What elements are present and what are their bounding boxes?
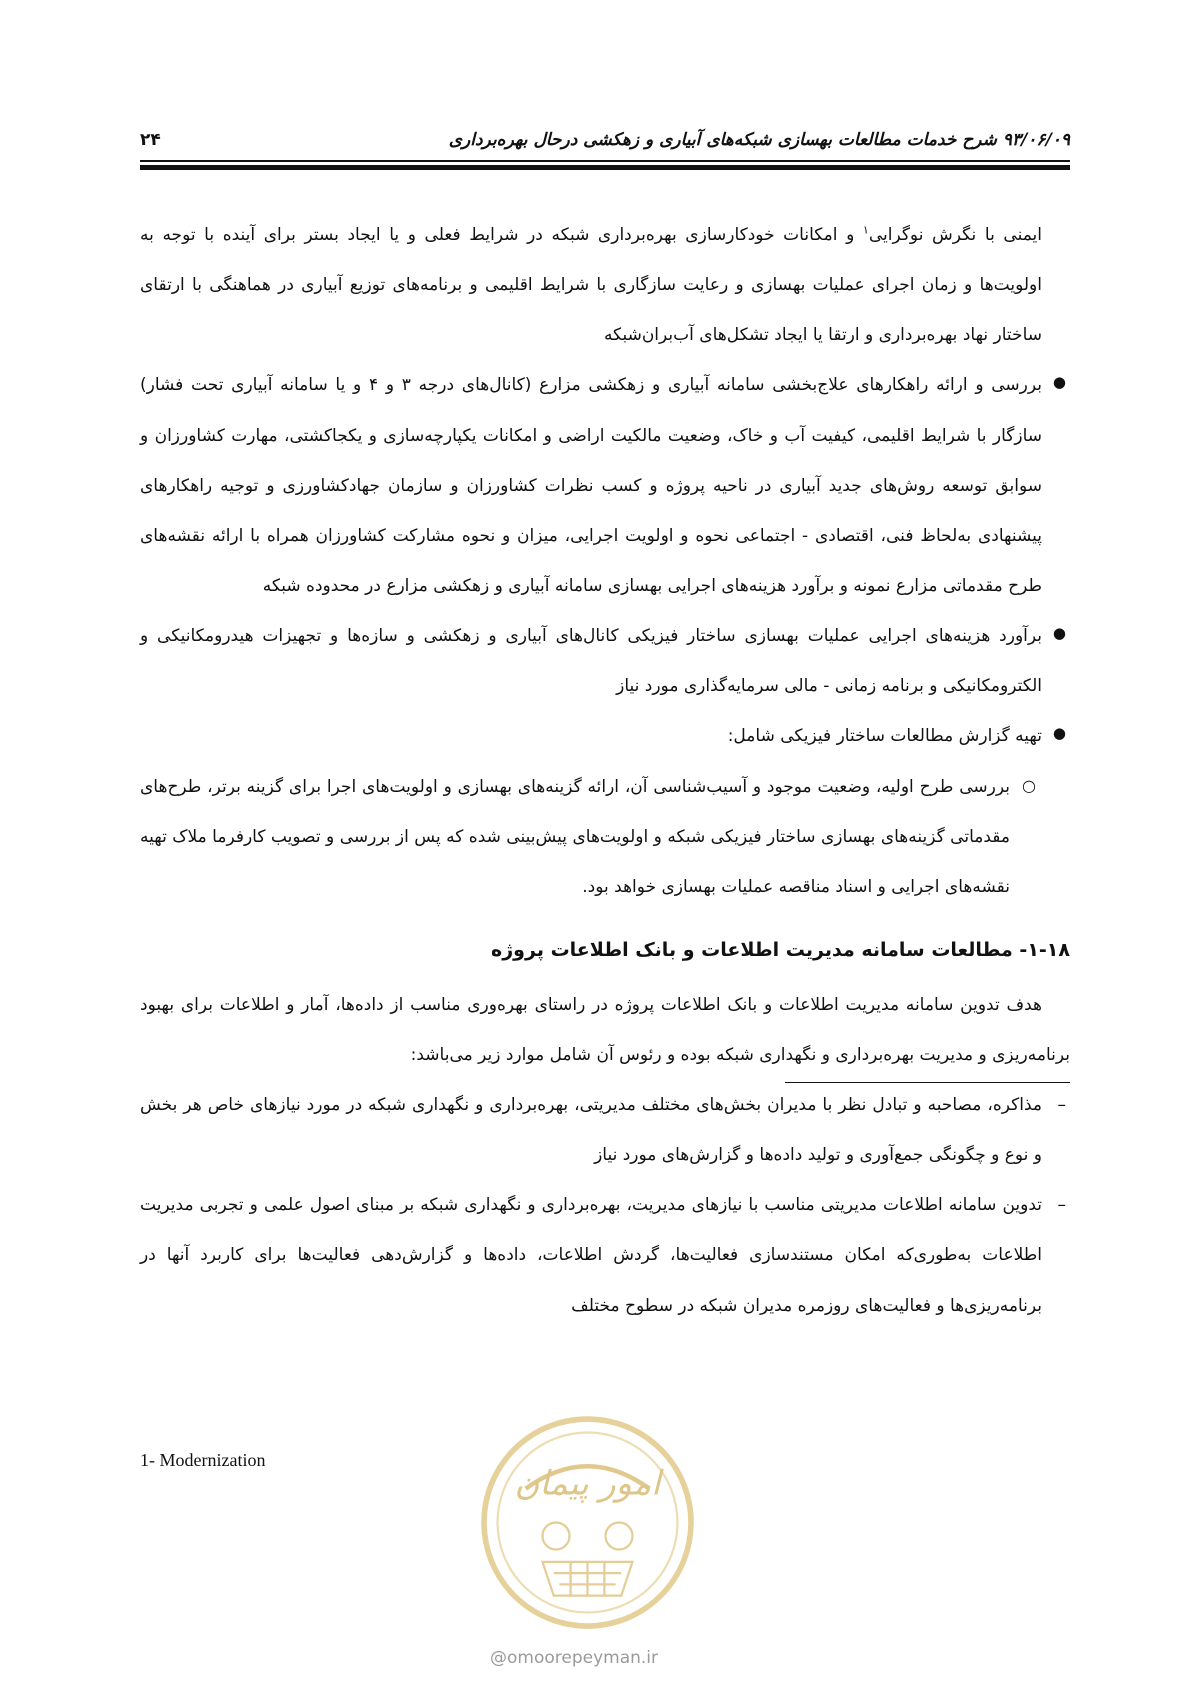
section-title: ۱-۱۸- مطالعات سامانه مدیریت اطلاعات و بانک اطلاعات پروژه <box>491 938 1070 961</box>
header-rule-thin <box>140 160 1070 162</box>
bullet-icon: ● <box>1052 373 1066 392</box>
watermark-url: @omoorepeyman.ir <box>490 1648 659 1668</box>
dash-text: تدوین سامانه اطلاعات مدیریتی مناسب با نیازهای مدیریت، بهره‌برداری و نگهداری شبکه بر مبنای اصول علمی و تجربی مدیریت اطلاعات به‌طوری‌که امکان مستندسازی فعالیت‌ها، گردش اطلاعات، داده‌ها و گزارش‌دهی فعالیت‌ها برای کاربرد آنها در برنامه‌ریزی‌ها و فعالیت‌های روزمره مدیران شبکه در سطوح مختلف <box>140 1195 1042 1316</box>
watermark-seal-icon <box>475 1410 700 1635</box>
page-number: ۲۴ <box>140 130 161 150</box>
dash-text: مذاکره، مصاحبه و تبادل نظر با مدیران بخش‌های مختلف مدیریتی، بهره‌برداری و نگهداری شبکه در مورد نیازهای خاص هر بخش و نوع و چگونگی جمع‌آوری و تولید داده‌ها و گزارش‌های مورد نیاز <box>140 1095 1042 1166</box>
bullet-icon: ● <box>1052 724 1066 743</box>
dash-item <box>140 1080 1070 1180</box>
seal-text: امور پیمان <box>514 1463 661 1503</box>
footnote-ref[interactable]: ۱ <box>862 223 869 237</box>
intro-paragraph <box>140 210 1042 360</box>
footnote: 1- Modernization <box>140 1450 266 1470</box>
bullet-text: برآورد هزینه‌های اجرایی عملیات بهسازی ساختار فیزیکی کانال‌های آبیاری و زهکشی و سازه‌ها و تجهیزات هیدرومکانیکی و الکترومکانیکی و برنامه زمانی - مالی سرمایه‌گذاری مورد نیاز <box>140 626 1042 697</box>
page-header <box>140 128 1070 158</box>
bullet-item <box>140 711 1070 761</box>
bullet-item <box>140 611 1070 711</box>
bullet-icon: ● <box>1052 624 1066 643</box>
page-content <box>140 210 1070 1331</box>
dash-icon: – <box>1057 1195 1066 1216</box>
dash-icon: – <box>1057 1095 1066 1116</box>
intro-text-1: ایمنی با نگرش نوگرایی <box>868 225 1042 245</box>
bullet-text: بررسی و ارائه راهکارهای علاج‌بخشی سامانه آبیاری و زهکشی مزارع (کانال‌های درجه ۳ و ۴ و یا سامانه آبیاری تحت فشار) سازگار با شرایط اقلیمی، کیفیت آب و خاک، وضعیت مالکیت اراضی و امکانات یکپارچه‌سازی و یکجاکشتی، مهارت کشاورزان و سوابق توسعه روش‌های جدید آبیاری در ناحیه پروژه و کسب نظرات کشاورزان و سازمان جهادکشاورزی و توجیه راهکارهای پیشنهادی به‌لحاظ فنی، اقتصادی - اجتماعی نحوه و اولویت اجرایی، میزان و نحوه مشارکت کشاورزان همراه با ارائه نقشه‌های طرح مقدماتی مزارع نمونه و برآورد هزینه‌های اجرایی بهسازی سامانه آبیاری و زهکشی مزارع در محدوده شبکه <box>140 375 1042 596</box>
bullet-text: تهیه گزارش مطالعات ساختار فیزیکی شامل: <box>727 726 1042 747</box>
bullet-item <box>140 360 1070 611</box>
header-title: ۹۳/۰۶/۰۹ شرح خدمات مطالعات بهسازی شبکه‌های آبیاری و زهکشی درحال بهره‌برداری <box>448 130 1070 150</box>
sub-bullet-text: بررسی طرح اولیه، وضعیت موجود و آسیب‌شناسی آن، ارائه گزینه‌های بهسازی و اولویت‌های اجرا برای گزینه برتر، طرح‌های مقدماتی گزینه‌های بهسازی ساختار فیزیکی شبکه و اولویت‌های پیش‌بینی شده که پس از بررسی و تصویب کارفرما ملاک تهیه نقشه‌های اجرایی و اسناد مناقصه عملیات بهسازی خواهد بود. <box>140 776 1010 897</box>
intro-text-2: و امکانات خودکارسازی بهره‌برداری شبکه در شرایط فعلی و یا ایجاد بستر برای آینده با توجه به اولویت‌ها و زمان اجرای عملیات بهسازی و رعایت سازگاری با شرایط اقلیمی و برنامه‌های توزیع آبیاری در هماهنگی با ارتقای ساختار نهاد بهره‌برداری و ارتقا یا ایجاد تشکل‌های آب‌بران‌شبکه <box>140 225 1042 346</box>
dash-item <box>140 1180 1070 1330</box>
circle-bullet-icon: ○ <box>1022 775 1036 795</box>
header-rule-thick <box>140 165 1070 170</box>
sub-bullet-item <box>140 762 1070 912</box>
section-intro: هدف تدوین سامانه مدیریت اطلاعات و بانک اطلاعات پروژه در راستای بهره‌وری مناسب از داده‌ها، آمار و اطلاعات برای بهبود برنامه‌ریزی و مدیریت بهره‌برداری و نگهداری شبکه بوده و رئوس آن شامل موارد زیر می‌باشد: <box>140 994 1070 1065</box>
footnote-rule <box>785 1082 1070 1083</box>
